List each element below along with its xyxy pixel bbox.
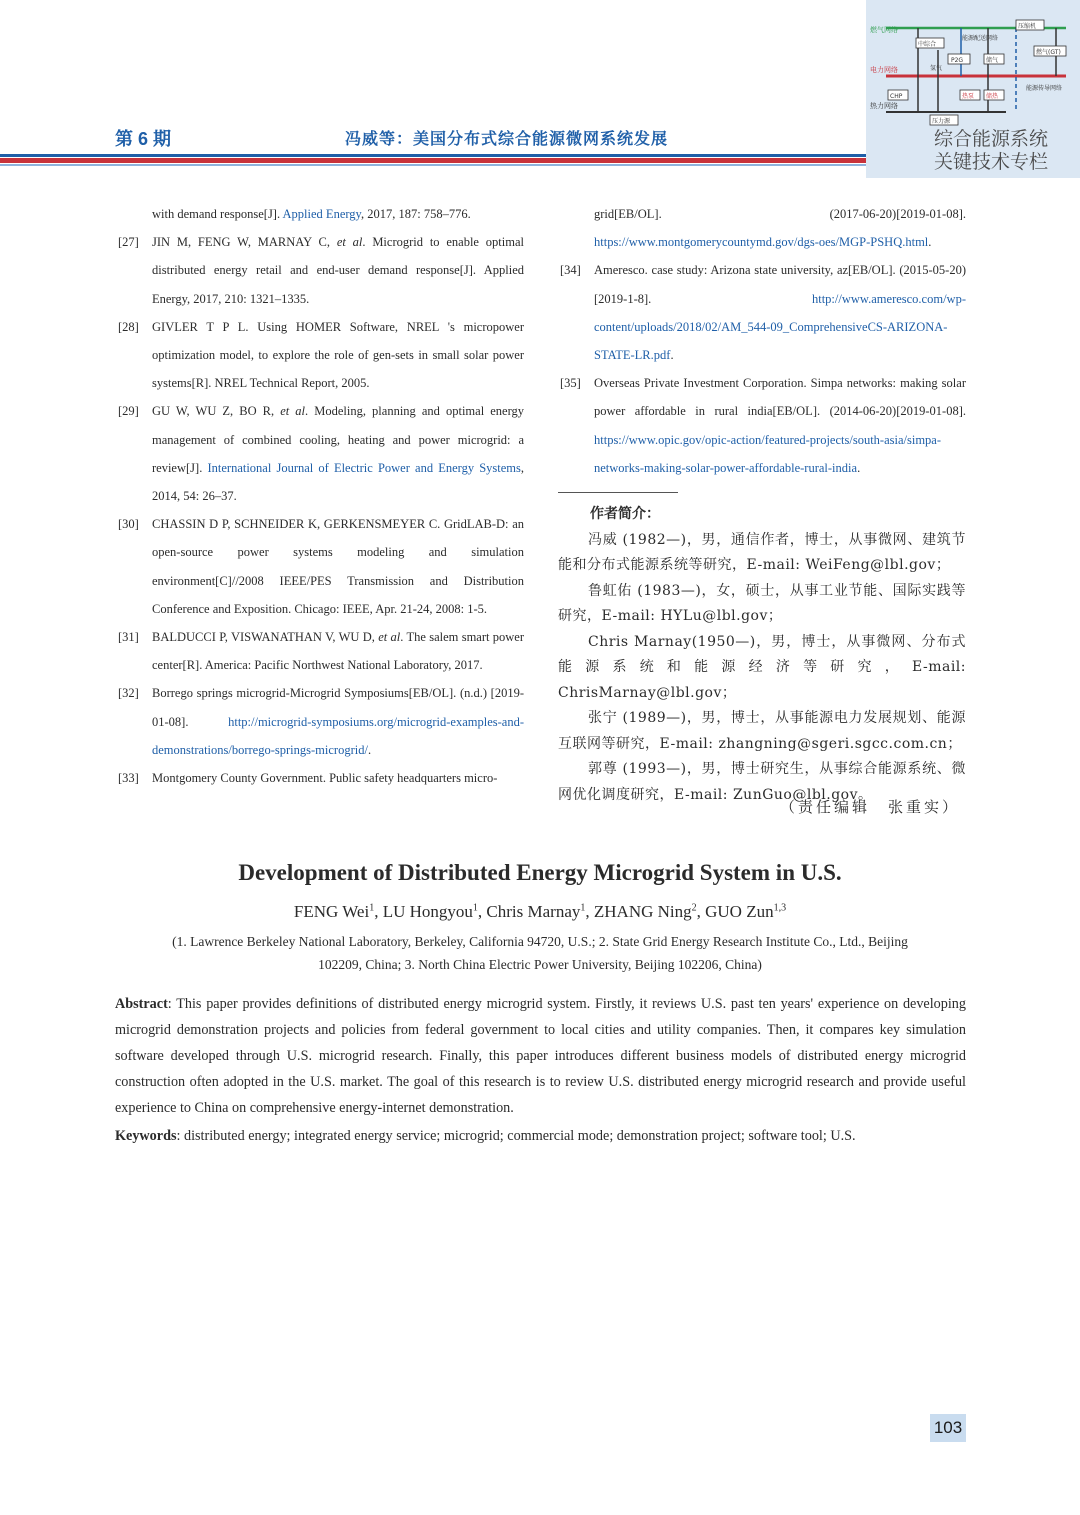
keywords-label: Keywords	[115, 1128, 177, 1144]
reference-link[interactable]: http://www.ameresco.com/wp-content/uploads/2018/02/AM_544-09_ComprehensiveCS-ARIZONA-STATE-LR.pdf	[594, 291, 966, 363]
diagram-label-gas: 燃气网络	[870, 26, 898, 34]
reference-item: with demand response[J]. Applied Energy, 2017, 187: 758–776.	[152, 207, 471, 221]
reference-link[interactable]: https://www.montgomerycountymd.gov/dgs-oes/MGP-PSHQ.html	[594, 235, 929, 250]
bio-entry: 鲁虹佑 (1983—)，女，硕士，从事工业节能、国际实践等研究，E-mail: HYLu@lbl.gov；	[558, 582, 966, 624]
reference-item: [32] Borrego springs microgrid-Microgrid Symposiums[EB/OL]. (n.d.) [2019-01-08]. http://microgrid-symposiums.org/microgrid-examples-and-demonstrations/borrego-springs-microgrid/.	[118, 686, 524, 757]
diagram-label-heat: 热力网络	[870, 102, 898, 110]
bio-entry: 张宁 (1989—)，男，博士，从事能源电力发展规划、能源互联网等研究，E-mail: zhangning@sgeri.sgcc.com.cn；	[558, 710, 966, 752]
author-name: Chris Marnay	[486, 902, 581, 921]
references-left-column	[118, 200, 524, 792]
diagram-label-port: 能源配送网络	[962, 35, 999, 42]
diagram-label-pressure: 压力源	[932, 118, 951, 125]
author-name: FENG Wei	[293, 902, 370, 921]
page-number: 103	[930, 1414, 966, 1442]
reference-link[interactable]: https://www.opic.gov/opic-action/featured-projects/south-asia/simpa-networks-making-solar-power-affordable-rural-india	[594, 432, 942, 475]
abstract-label: Abstract	[115, 996, 168, 1012]
diagram-label-top-box: 压缩机	[1018, 23, 1037, 30]
english-authors: FENG Wei$^1$, LU Hongyou$^1$, Chris Marnay$^1$, ZHANG Ning$^2$, GUO Zun$^{1,3}$	[293, 902, 787, 921]
running-title: 冯威等：美国分布式综合能源微网系统发展	[345, 129, 669, 148]
author-name: LU Hongyou	[382, 902, 473, 921]
reference-item: [35] Overseas Private Investment Corporation. Simpa networks: making solar power affordable in rural india[EB/OL]. (2014-06-20)[2019-01-08]. https://www.opic.gov/opic-action/featured-projects/south-asia/simpa-networks-making-solar-power-affordable-rural-india.	[560, 376, 966, 475]
issue-number: 第 6 期	[115, 129, 172, 149]
bio-entry: 冯威 (1982—)，男，通信作者，博士，从事微网、建筑节能和分布式能源系统等研究，E-mail: WeiFeng@lbl.gov；	[558, 531, 966, 573]
references-right-column	[560, 200, 966, 482]
header-band-red	[0, 158, 866, 163]
diagram-label-gas-store: 储气	[986, 57, 999, 64]
reference-item: [27] JIN M, FENG W, MARNAY C, et al. Microgrid to enable optimal distributed energy retail and end-user demand response[J]. Applied Energy, 2017, 210: 1321–1335.	[118, 235, 524, 306]
header-band-light	[0, 164, 866, 166]
diagram-label-chp: CHP	[890, 93, 903, 100]
bio-entry: Chris Marnay(1950—)，男，博士，从事微网、分布式能源系统和能源经济等研究，E-mail: ChrisMarnay@lbl.gov；	[558, 633, 966, 701]
diagram-label-p2g: P2G	[951, 57, 964, 64]
reference-item: [30] CHASSIN D P, SCHNEIDER K, GERKENSMEYER C. GridLAB-D: an open-source power systems modeling and simulation environment[C]//2008 IEEE/PES Transmission and Distribution Conference and Exposition. Chicago: IEEE, Apr. 21-24, 2008: 1-5.	[118, 517, 524, 616]
author-bios	[558, 502, 966, 808]
footnote-divider	[558, 492, 678, 493]
energy-system-diagram	[866, 0, 1080, 130]
reference-item: [28] GIVLER T P L. Using HOMER Software, NREL 's micropower optimization model, to explore the role of gen-sets in small solar power systems[R]. NREL Technical Report, 2005.	[118, 319, 524, 391]
english-abstract: Abstract: This paper provides definitions of distributed energy microgrid system. Firstly, it reviews U.S. past ten years' experience on developing microgrid demonstration projects and policies from federal government to local cities and utility companies. Then, it compares key simulation software developed through U.S. microgrid research. Finally, this paper introduces different business models of distributed energy microgrid construction often adopted in the U.S. market. The goal of this research is to review U.S. distributed energy microgrid research and provide useful experience to China on comprehensive energy-internet demonstration.	[115, 996, 966, 1116]
diagram-label-power: 电力网络	[870, 66, 898, 74]
bio-entry: 郭尊 (1993—)，男，博士研究生，从事综合能源系统、微网优化调度研究，E-mail: ZunGuo@lbl.gov。	[558, 761, 966, 803]
reference-item: grid[EB/OL]. (2017-06-20)[2019-01-08]. https://www.montgomerycountymd.gov/dgs-oes/MGP-PSHQ.html.	[594, 207, 966, 250]
reference-item: [31] BALDUCCI P, VISWANATHAN V, WU D, et al. The salem smart power center[R]. America: Pacific Northwest National Laboratory, 2017.	[118, 630, 525, 673]
reference-link[interactable]: http://microgrid-symposiums.org/microgrid-examples-and-demonstrations/borrego-springs-microgrid/	[152, 714, 524, 757]
diagram-label-storage: 储热	[986, 93, 999, 100]
responsible-editor: （责任编辑 张重实）	[780, 798, 961, 816]
reference-item: [34] Ameresco. case study: Arizona state university, az[EB/OL]. (2015-05-20)[2019-1-8]. http://www.ameresco.com/wp-content/uploads/2018/02/AM_544-09_ComprehensiveCS-ARIZONA-STATE-LR.pdf.	[560, 263, 966, 363]
header-band-blue	[0, 154, 866, 157]
diagram-label-hub: 中综合	[918, 41, 937, 48]
diagram-label-heat-pump: 热泵	[962, 93, 975, 100]
reference-item: [29] GU W, WU Z, BO R, et al. Modeling, planning and optimal energy management of combined cooling, heating and power microgrid: a review[J]. International Journal of Electric Power and Energy Systems, 2014, 54: 26–37.	[118, 404, 525, 504]
column-title: 综合能源系统 关键技术专栏	[933, 128, 1048, 173]
english-keywords: Keywords: distributed energy; integrated energy service; microgrid; commercial mode; demonstration project; software tool; U.S.	[115, 1128, 856, 1144]
reference-link[interactable]: Applied Energy	[282, 207, 361, 221]
reference-link[interactable]: International Journal of Electric Power and Energy Systems	[207, 460, 521, 475]
english-title: Development of Distributed Energy Microgrid System in U.S.	[238, 860, 842, 885]
diagram-label-transport: 能源传导网络	[1026, 85, 1063, 92]
bio-heading: 作者简介：	[590, 506, 660, 522]
author-name: GUO Zun	[705, 902, 774, 921]
diagram-label-hydrogen: 氢气	[930, 65, 943, 72]
reference-item: [33] Montgomery County Government. Public safety headquarters micro-	[118, 771, 498, 786]
author-name: ZHANG Ning	[593, 902, 692, 921]
english-affiliations: (1. Lawrence Berkeley National Laboratory, Berkeley, California 94720, U.S.; 2. State Grid Energy Research Institute Co., Ltd., Beijing 102209, China; 3. North China Electric Power University, Beijing 102206, China)	[172, 934, 908, 972]
column-badge	[866, 0, 1080, 178]
diagram-label-gt: 燃气(GT)	[1036, 49, 1061, 56]
